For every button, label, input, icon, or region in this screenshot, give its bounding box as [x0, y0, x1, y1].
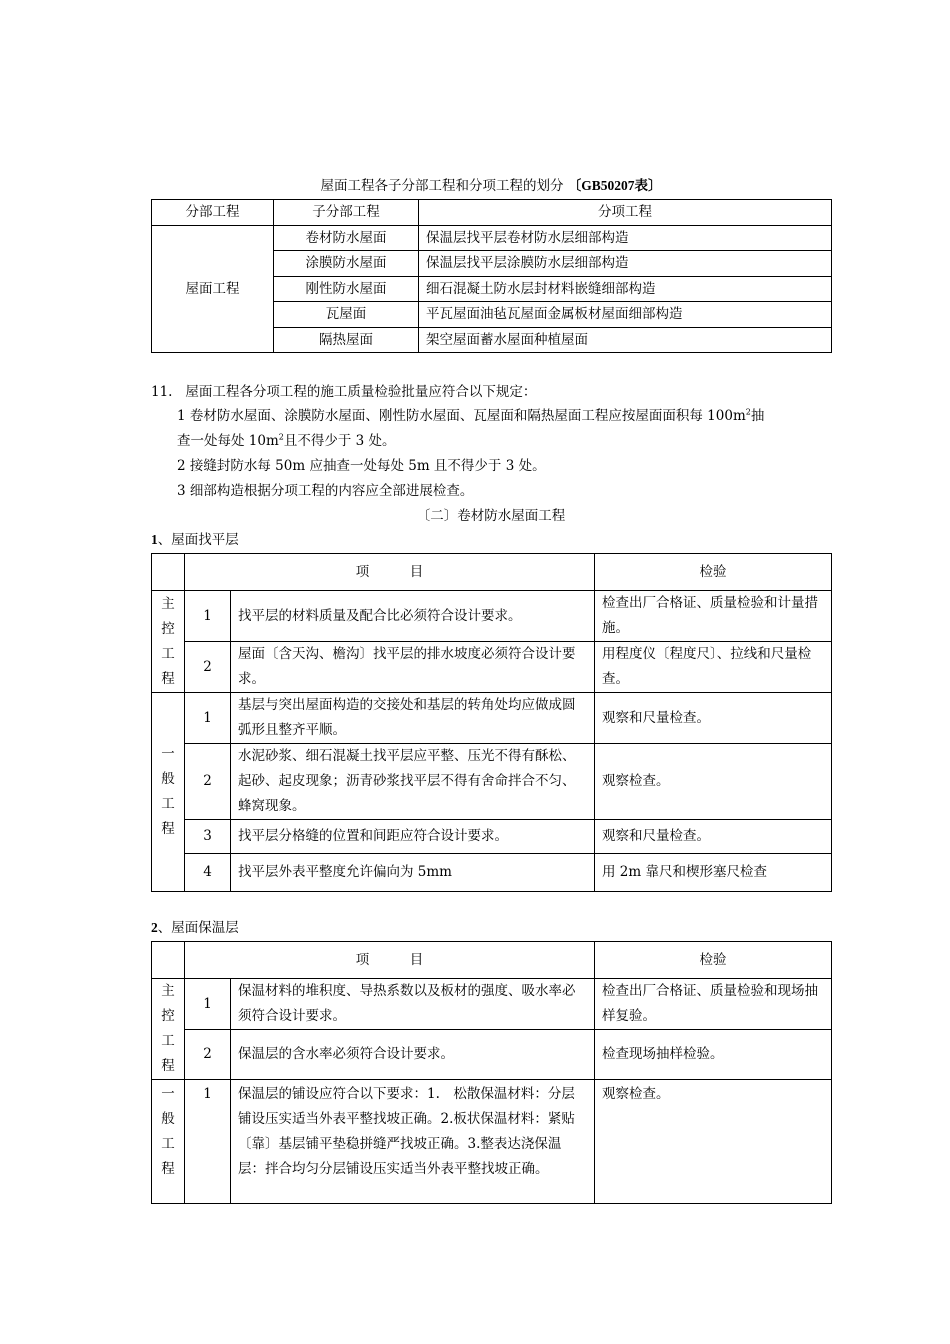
- table-row: 主 控 工 程 1 保温材料的堆积度、导热系数以及板材的强度、吸水率必须符合设计要求。 检查出厂合格证、质量检验和现场抽样复验。: [152, 979, 832, 1030]
- clause-heading: [151, 380, 831, 404]
- table1-title-code: 〔GB50207表〕: [567, 178, 662, 193]
- table-row: 2 保温层的含水率必须符合设计要求。 检查现场抽样检验。: [152, 1030, 832, 1080]
- group-cell: 屋面工程: [152, 225, 274, 353]
- sub-cell: 卷材防水屋面: [274, 225, 419, 251]
- leveling-layer-table: [151, 553, 832, 892]
- general-label: 一 般 工 程: [152, 693, 185, 892]
- table-row: 主 控 工 程 1 找平层的材料质量及配合比必须符合设计要求。 检查出厂合格证、质量检验和计量措施。: [152, 591, 832, 642]
- items-cell: 细石混凝土防水层封材料嵌缝细部构造: [419, 276, 832, 302]
- header-division: 分部工程: [152, 200, 274, 226]
- table-row: 2 水泥砂浆、细石混凝土找平层应平整、压光不得有酥松、起砂、起皮现象；沥青砂浆找平层不得有舍命拌合不匀、蜂窝现象。 观察检查。: [152, 744, 832, 820]
- table-header-row: [152, 200, 832, 226]
- table-header-row: [152, 554, 832, 591]
- clause-text: 屋面工程各分项工程的施工质量检验批量应符合以下规定：: [185, 384, 537, 400]
- section1-heading: 1、屋面找平层: [151, 532, 239, 548]
- insulation-layer-table: [151, 941, 832, 1204]
- table-row: 一 般 工 程 1 保温层的铺设应符合以下要求：1. 松散保温材料：分层铺设压实适当外表平整找坡正确。2.板状保温材料：紧贴〔靠〕基层铺平垫稳拼缝严找坡正确。3.整表达浇保温层：拌合均匀分层铺设压实适当外表平整找坡正确。 观察检查。: [152, 1080, 832, 1204]
- clause-item-1-cont: 查一处每处 $10m^2$且不得少于 3 处。: [177, 432, 396, 449]
- header-item: 项 目: [185, 942, 595, 979]
- sub-cell: 瓦屋面: [274, 302, 419, 328]
- table-row: 3 找平层分格缝的位置和间距应符合设计要求。 观察和尺量检查。: [152, 820, 832, 854]
- header-check: 检验: [595, 942, 832, 979]
- section2-heading: 2、屋面保温层: [151, 920, 239, 936]
- items-cell: 保温层找平层涂膜防水层细部构造: [419, 251, 832, 277]
- main-control-label: 主 控 工 程: [152, 979, 185, 1080]
- section-subtitle: 〔二〕卷材防水屋面工程: [416, 508, 566, 524]
- table-row: 2 屋面〔含天沟、檐沟〕找平层的排水坡度必须符合设计要求。 用程度仪〔程度尺〕、拉线和尺量检查。: [152, 642, 832, 693]
- main-control-label: 主 控 工 程: [152, 591, 185, 693]
- clause-number: 11.: [151, 384, 173, 400]
- header-item: 项 目: [185, 554, 595, 591]
- division-table: [151, 199, 832, 353]
- header-subdivision: 子分部工程: [274, 200, 419, 226]
- table-header-row: [152, 942, 832, 979]
- general-label: 一 般 工 程: [152, 1080, 185, 1204]
- sub-cell: 涂膜防水屋面: [274, 251, 419, 277]
- header-check: 检验: [595, 554, 832, 591]
- clause-item-2: 2 接缝封防水每 50m 应抽查一处每处 5m 且不得少于 3 处。: [177, 458, 546, 474]
- clause-item-3: 3 细部构造根据分项工程的内容应全部进展检查。: [177, 483, 474, 499]
- table-row: 一 般 工 程 1 基层与突出屋面构造的交接处和基层的转角处均应做成圆弧形且整齐平顺。 观察和尺量检查。: [152, 693, 832, 744]
- table1-title: [151, 176, 831, 196]
- table1-title-text: 屋面工程各子分部工程和分项工程的划分: [320, 178, 564, 194]
- table-row: 4 找平层外表平整度允许偏向为 5mm 用 2m 靠尺和楔形塞尺检查: [152, 854, 832, 892]
- sub-cell: 隔热屋面: [274, 327, 419, 353]
- table-row: [152, 225, 832, 251]
- clause-item-1: 1 卷材防水屋面、涂膜防水屋面、刚性防水屋面、瓦屋面和隔热屋面工程应按屋面面积每 $100m^2$抽: [177, 407, 765, 424]
- header-items: 分项工程: [419, 200, 832, 226]
- sub-cell: 刚性防水屋面: [274, 276, 419, 302]
- items-cell: 架空屋面蓄水屋面种植屋面: [419, 327, 832, 353]
- items-cell: 平瓦屋面油毡瓦屋面金属板材屋面细部构造: [419, 302, 832, 328]
- items-cell: 保温层找平层卷材防水层细部构造: [419, 225, 832, 251]
